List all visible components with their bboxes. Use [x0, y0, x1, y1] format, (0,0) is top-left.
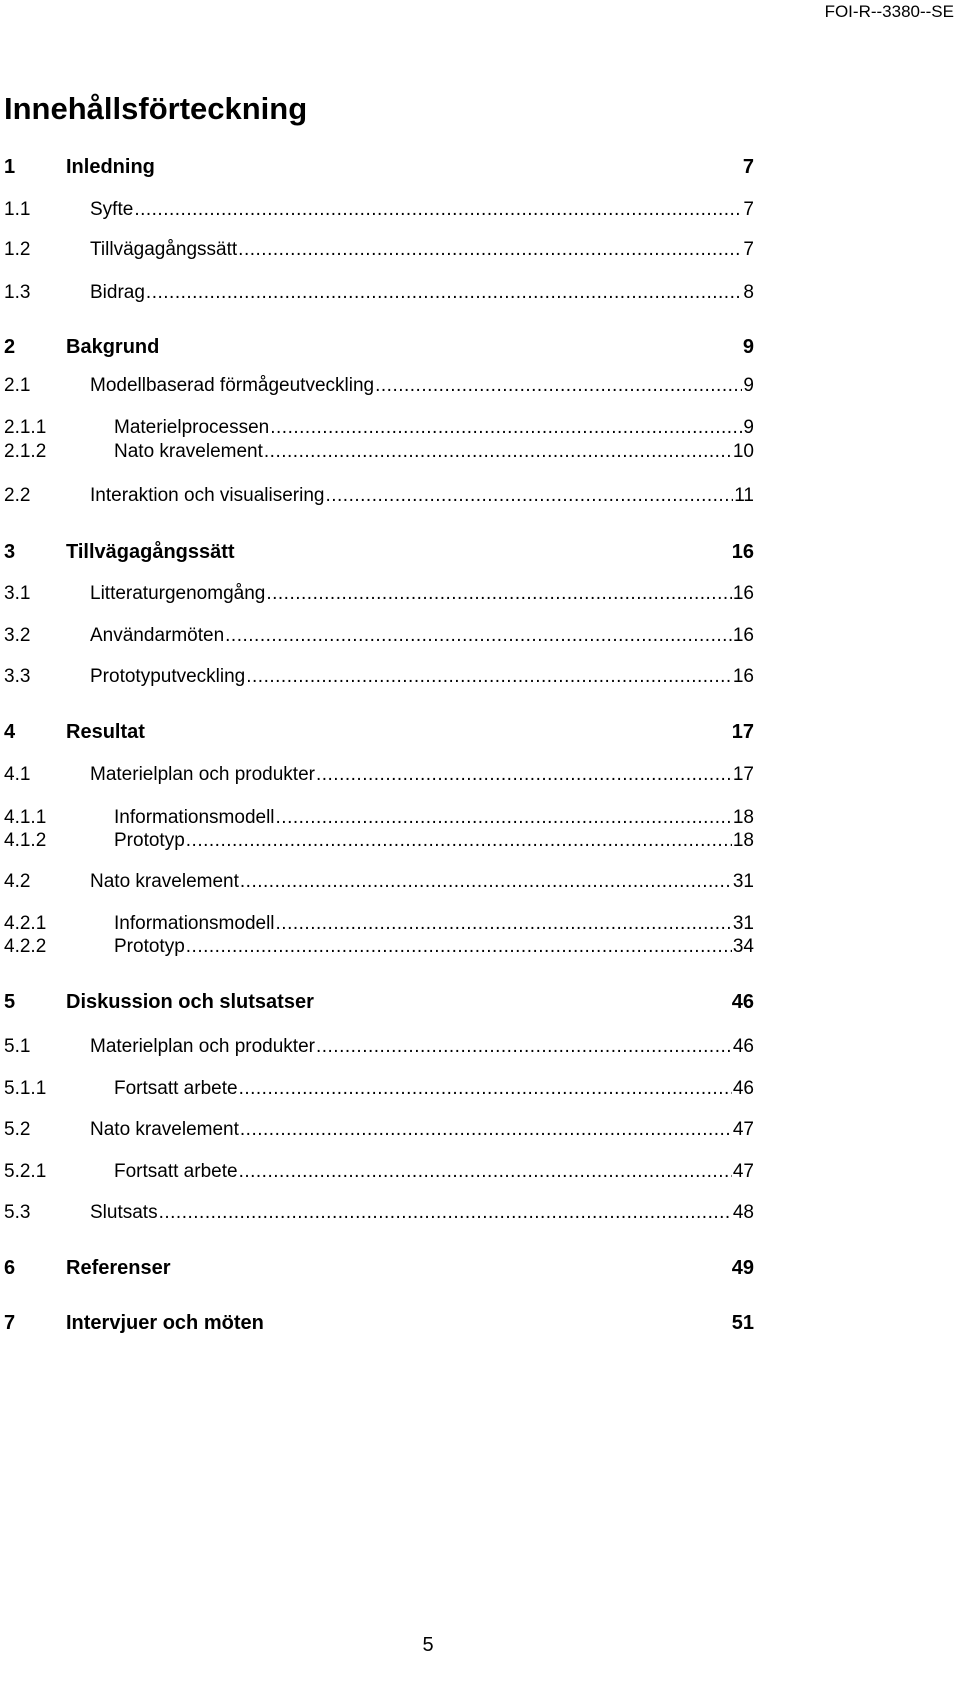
toc-entry[interactable] — [4, 198, 754, 222]
toc-entry-label: Fortsatt arbete — [114, 1161, 238, 1182]
toc-entry-dot-leader — [316, 1035, 732, 1059]
toc-entry-dot-leader — [186, 935, 732, 959]
toc-entry[interactable] — [4, 665, 754, 689]
toc-entry-page: 17 — [731, 721, 754, 743]
toc-entry[interactable] — [4, 374, 754, 398]
toc-entry-page: 49 — [731, 1257, 754, 1279]
toc-entry-number: 1.2 — [4, 239, 31, 260]
toc-entry-label: Nato kravelement — [114, 441, 263, 462]
toc-entry-page: 47 — [732, 1119, 754, 1140]
toc-entry[interactable] — [4, 720, 754, 744]
toc-entry[interactable] — [4, 155, 754, 179]
toc-entry-label: Slutsats — [90, 1202, 158, 1223]
toc-entry-page: 46 — [732, 1036, 754, 1057]
toc-entry-number: 5.3 — [4, 1202, 31, 1223]
toc-entry-label: Nato kravelement — [90, 1119, 239, 1140]
toc-entry-label: Prototyputveckling — [90, 666, 246, 687]
toc-entry-label: Materielplan och produkter — [90, 764, 315, 785]
toc-entry-dot-leader — [159, 1201, 732, 1225]
toc-entry-label: Inledning — [66, 156, 155, 178]
page-number: 5 — [422, 1634, 434, 1656]
toc-entry-page: 31 — [732, 913, 754, 934]
toc-entry[interactable] — [4, 763, 754, 787]
toc-entry[interactable] — [4, 1256, 754, 1280]
toc-entry-number: 3.2 — [4, 625, 31, 646]
toc-entry[interactable] — [4, 912, 754, 936]
toc-entry-number: 3.3 — [4, 666, 31, 687]
toc-entry-label: Prototyp — [114, 830, 185, 851]
toc-entry-number: 2.2 — [4, 485, 31, 506]
toc-entry-dot-leader — [375, 374, 742, 398]
toc-entry-label: Syfte — [90, 199, 134, 220]
toc-entry-number: 5.1.1 — [4, 1078, 47, 1099]
toc-entry-number: 4.1.1 — [4, 807, 47, 828]
toc-entry[interactable] — [4, 582, 754, 606]
toc-entry[interactable] — [4, 484, 754, 508]
toc-entry-number: 3.1 — [4, 583, 31, 604]
toc-entry-dot-leader — [134, 198, 742, 222]
toc-entry-label: Interaktion och visualisering — [90, 485, 325, 506]
toc-entry-number: 5 — [4, 991, 16, 1013]
toc-entry[interactable] — [4, 990, 754, 1014]
toc-entry-number: 5.1 — [4, 1036, 31, 1057]
toc-entry-dot-leader — [239, 1077, 732, 1101]
toc-entry-dot-leader — [246, 665, 732, 689]
toc-entry-page: 16 — [731, 541, 754, 563]
toc-entry-number: 4 — [4, 721, 16, 743]
toc-entry-number: 2 — [4, 336, 16, 358]
toc-entry-page: 46 — [732, 1078, 754, 1099]
toc-entry-page: 7 — [743, 239, 754, 260]
toc-entry[interactable] — [4, 416, 754, 440]
toc-entry[interactable] — [4, 1201, 754, 1225]
toc-entry[interactable] — [4, 624, 754, 648]
toc-entry[interactable] — [4, 1035, 754, 1059]
toc-entry-page: 9 — [743, 417, 754, 438]
toc-entry-page: 51 — [731, 1312, 754, 1334]
toc-entry-label: Informationsmodell — [114, 913, 275, 934]
toc-entry-dot-leader — [316, 763, 732, 787]
toc-entry-page: 8 — [743, 282, 754, 303]
toc-entry[interactable] — [4, 935, 754, 959]
toc-entry-label: Tillvägagångssätt — [90, 239, 238, 260]
toc-entry-page: 48 — [732, 1202, 754, 1223]
toc-entry-label: Bakgrund — [66, 336, 160, 358]
toc-entry-page: 31 — [732, 871, 754, 892]
toc-entry-page: 46 — [731, 991, 754, 1013]
toc-entry-label: Materielprocessen — [114, 417, 270, 438]
toc-entry-label: Litteraturgenomgång — [90, 583, 266, 604]
toc-entry[interactable] — [4, 440, 754, 464]
toc-entry-number: 5.2 — [4, 1119, 31, 1140]
toc-entry[interactable] — [4, 829, 754, 853]
toc-entry-number: 7 — [4, 1312, 16, 1334]
toc-entry-label: Materielplan och produkter — [90, 1036, 315, 1057]
toc-entry[interactable] — [4, 870, 754, 894]
toc-entry-page: 7 — [743, 199, 754, 220]
toc-entry-label: Bidrag — [90, 282, 145, 303]
toc-entry-label: Intervjuer och möten — [66, 1312, 264, 1334]
toc-entry-page: 9 — [743, 375, 754, 396]
toc-entry-page: 17 — [732, 764, 754, 785]
toc-entry[interactable] — [4, 281, 754, 305]
toc-entry-number: 4.2 — [4, 871, 31, 892]
toc-entry[interactable] — [4, 540, 754, 564]
toc-entry-number: 5.2.1 — [4, 1161, 47, 1182]
toc-entry-number: 1 — [4, 156, 16, 178]
toc-entry-dot-leader — [225, 624, 732, 648]
toc-entry[interactable] — [4, 1077, 754, 1101]
toc-entry[interactable] — [4, 1311, 754, 1335]
toc-entry-number: 1.1 — [4, 199, 31, 220]
toc-entry-label: Modellbaserad förmågeutveckling — [90, 375, 375, 396]
toc-entry-number: 4.2.2 — [4, 936, 47, 957]
toc-entry-label: Användarmöten — [90, 625, 225, 646]
toc-entry-label: Resultat — [66, 721, 145, 743]
toc-entry[interactable] — [4, 806, 754, 830]
toc-entry-label: Referenser — [66, 1257, 171, 1279]
toc-entry-number: 6 — [4, 1257, 16, 1279]
toc-entry-number: 1.3 — [4, 282, 31, 303]
toc-entry-number: 3 — [4, 541, 16, 563]
document-id: FOI-R--3380--SE — [824, 2, 954, 21]
toc-entry-number: 2.1.2 — [4, 441, 47, 462]
toc-entry-label: Nato kravelement — [90, 871, 239, 892]
toc-entry-dot-leader — [270, 416, 742, 440]
toc-entry[interactable] — [4, 1160, 754, 1184]
toc-entry-label: Fortsatt arbete — [114, 1078, 238, 1099]
toc-entry-number: 4.1 — [4, 764, 31, 785]
toc-entry-page: 34 — [732, 936, 754, 957]
toc-entry-dot-leader — [266, 582, 732, 606]
toc-entry-dot-leader — [276, 806, 732, 830]
toc-entry-page: 11 — [734, 485, 754, 506]
toc-entry-dot-leader — [238, 238, 742, 262]
toc-entry-dot-leader — [186, 829, 732, 853]
toc-title: Innehållsförteckning — [4, 91, 308, 126]
toc-entry-page: 9 — [742, 336, 754, 358]
toc-entry-page: 16 — [732, 583, 754, 604]
toc-entry-page: 18 — [732, 807, 754, 828]
toc-entry-number: 4.1.2 — [4, 830, 47, 851]
toc-entry-page: 16 — [732, 666, 754, 687]
toc-entry[interactable] — [4, 238, 754, 262]
toc-entry-label: Tillvägagångssätt — [66, 541, 235, 563]
toc-entry-dot-leader — [240, 870, 732, 894]
toc-entry-number: 4.2.1 — [4, 913, 47, 934]
toc-entry-page: 47 — [732, 1161, 754, 1182]
toc-entry-page: 18 — [732, 830, 754, 851]
toc-entry-label: Prototyp — [114, 936, 185, 957]
toc-entry-number: 2.1 — [4, 375, 31, 396]
toc-entry-dot-leader — [264, 440, 732, 464]
toc-entry-dot-leader — [240, 1118, 732, 1142]
toc-entry[interactable] — [4, 335, 754, 359]
toc-entry-number: 2.1.1 — [4, 417, 47, 438]
toc-entry-label: Informationsmodell — [114, 807, 275, 828]
toc-entry-dot-leader — [239, 1160, 732, 1184]
toc-entry-dot-leader — [325, 484, 733, 508]
toc-entry-dot-leader — [276, 912, 732, 936]
toc-entry[interactable] — [4, 1118, 754, 1142]
toc-entry-page: 7 — [742, 156, 754, 178]
toc-entry-page: 10 — [732, 441, 754, 462]
toc-entry-page: 16 — [732, 625, 754, 646]
toc-entry-dot-leader — [146, 281, 743, 305]
toc-entry-label: Diskussion och slutsatser — [66, 991, 314, 1013]
